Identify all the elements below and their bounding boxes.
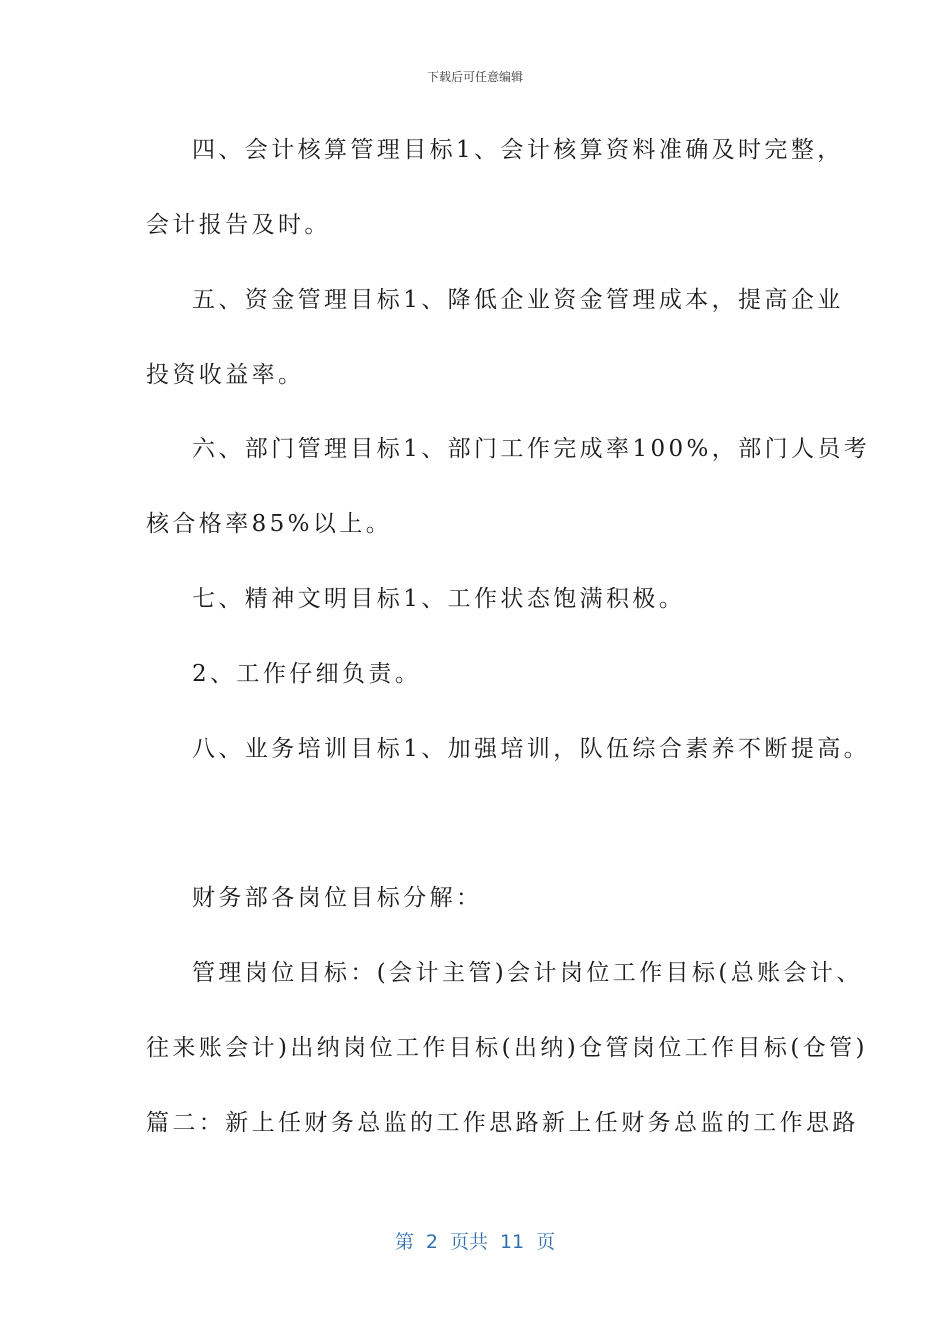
paragraph-line: 核合格率85%以上。: [146, 511, 393, 537]
footer-word-di: 第: [394, 1231, 414, 1253]
footer-word-yegong: 页共: [449, 1231, 488, 1253]
section-heading: 财务部各岗位目标分解：: [192, 885, 483, 911]
paragraph-line: 四、会计核算管理目标1、会计核算资料准确及时完整，: [192, 137, 844, 163]
total-page-count: 11: [499, 1231, 525, 1253]
page-number-footer: [0, 1227, 950, 1254]
paragraph-line: 往来账会计)出纳岗位工作目标(出纳)仓管岗位工作目标(仓管): [146, 1035, 868, 1061]
paragraph-line: 八、业务培训目标1、加强培训，队伍综合素养不断提高。: [192, 736, 871, 762]
page-header-note: 下载后可任意编辑: [426, 70, 523, 84]
paragraph-line: 五、资金管理目标1、降低企业资金管理成本，提高企业: [192, 287, 844, 313]
paragraph-line: 篇二：新上任财务总监的工作思路新上任财务总监的工作思路: [146, 1110, 859, 1136]
paragraph-line: 2、工作仔细负责。: [192, 661, 422, 687]
paragraph-line: 七、精神文明目标1、工作状态饱满积极。: [192, 586, 686, 612]
paragraph-line: 投资收益率。: [146, 362, 305, 388]
footer-word-ye: 页: [536, 1231, 556, 1253]
paragraph-line: 管理岗位目标：(会计主管)会计岗位工作目标(总账会计、: [192, 960, 863, 986]
paragraph-line: 六、部门管理目标1、部门工作完成率100%，部门人员考: [192, 436, 871, 462]
current-page-number: 2: [425, 1231, 438, 1253]
paragraph-line: 会计报告及时。: [146, 212, 331, 238]
